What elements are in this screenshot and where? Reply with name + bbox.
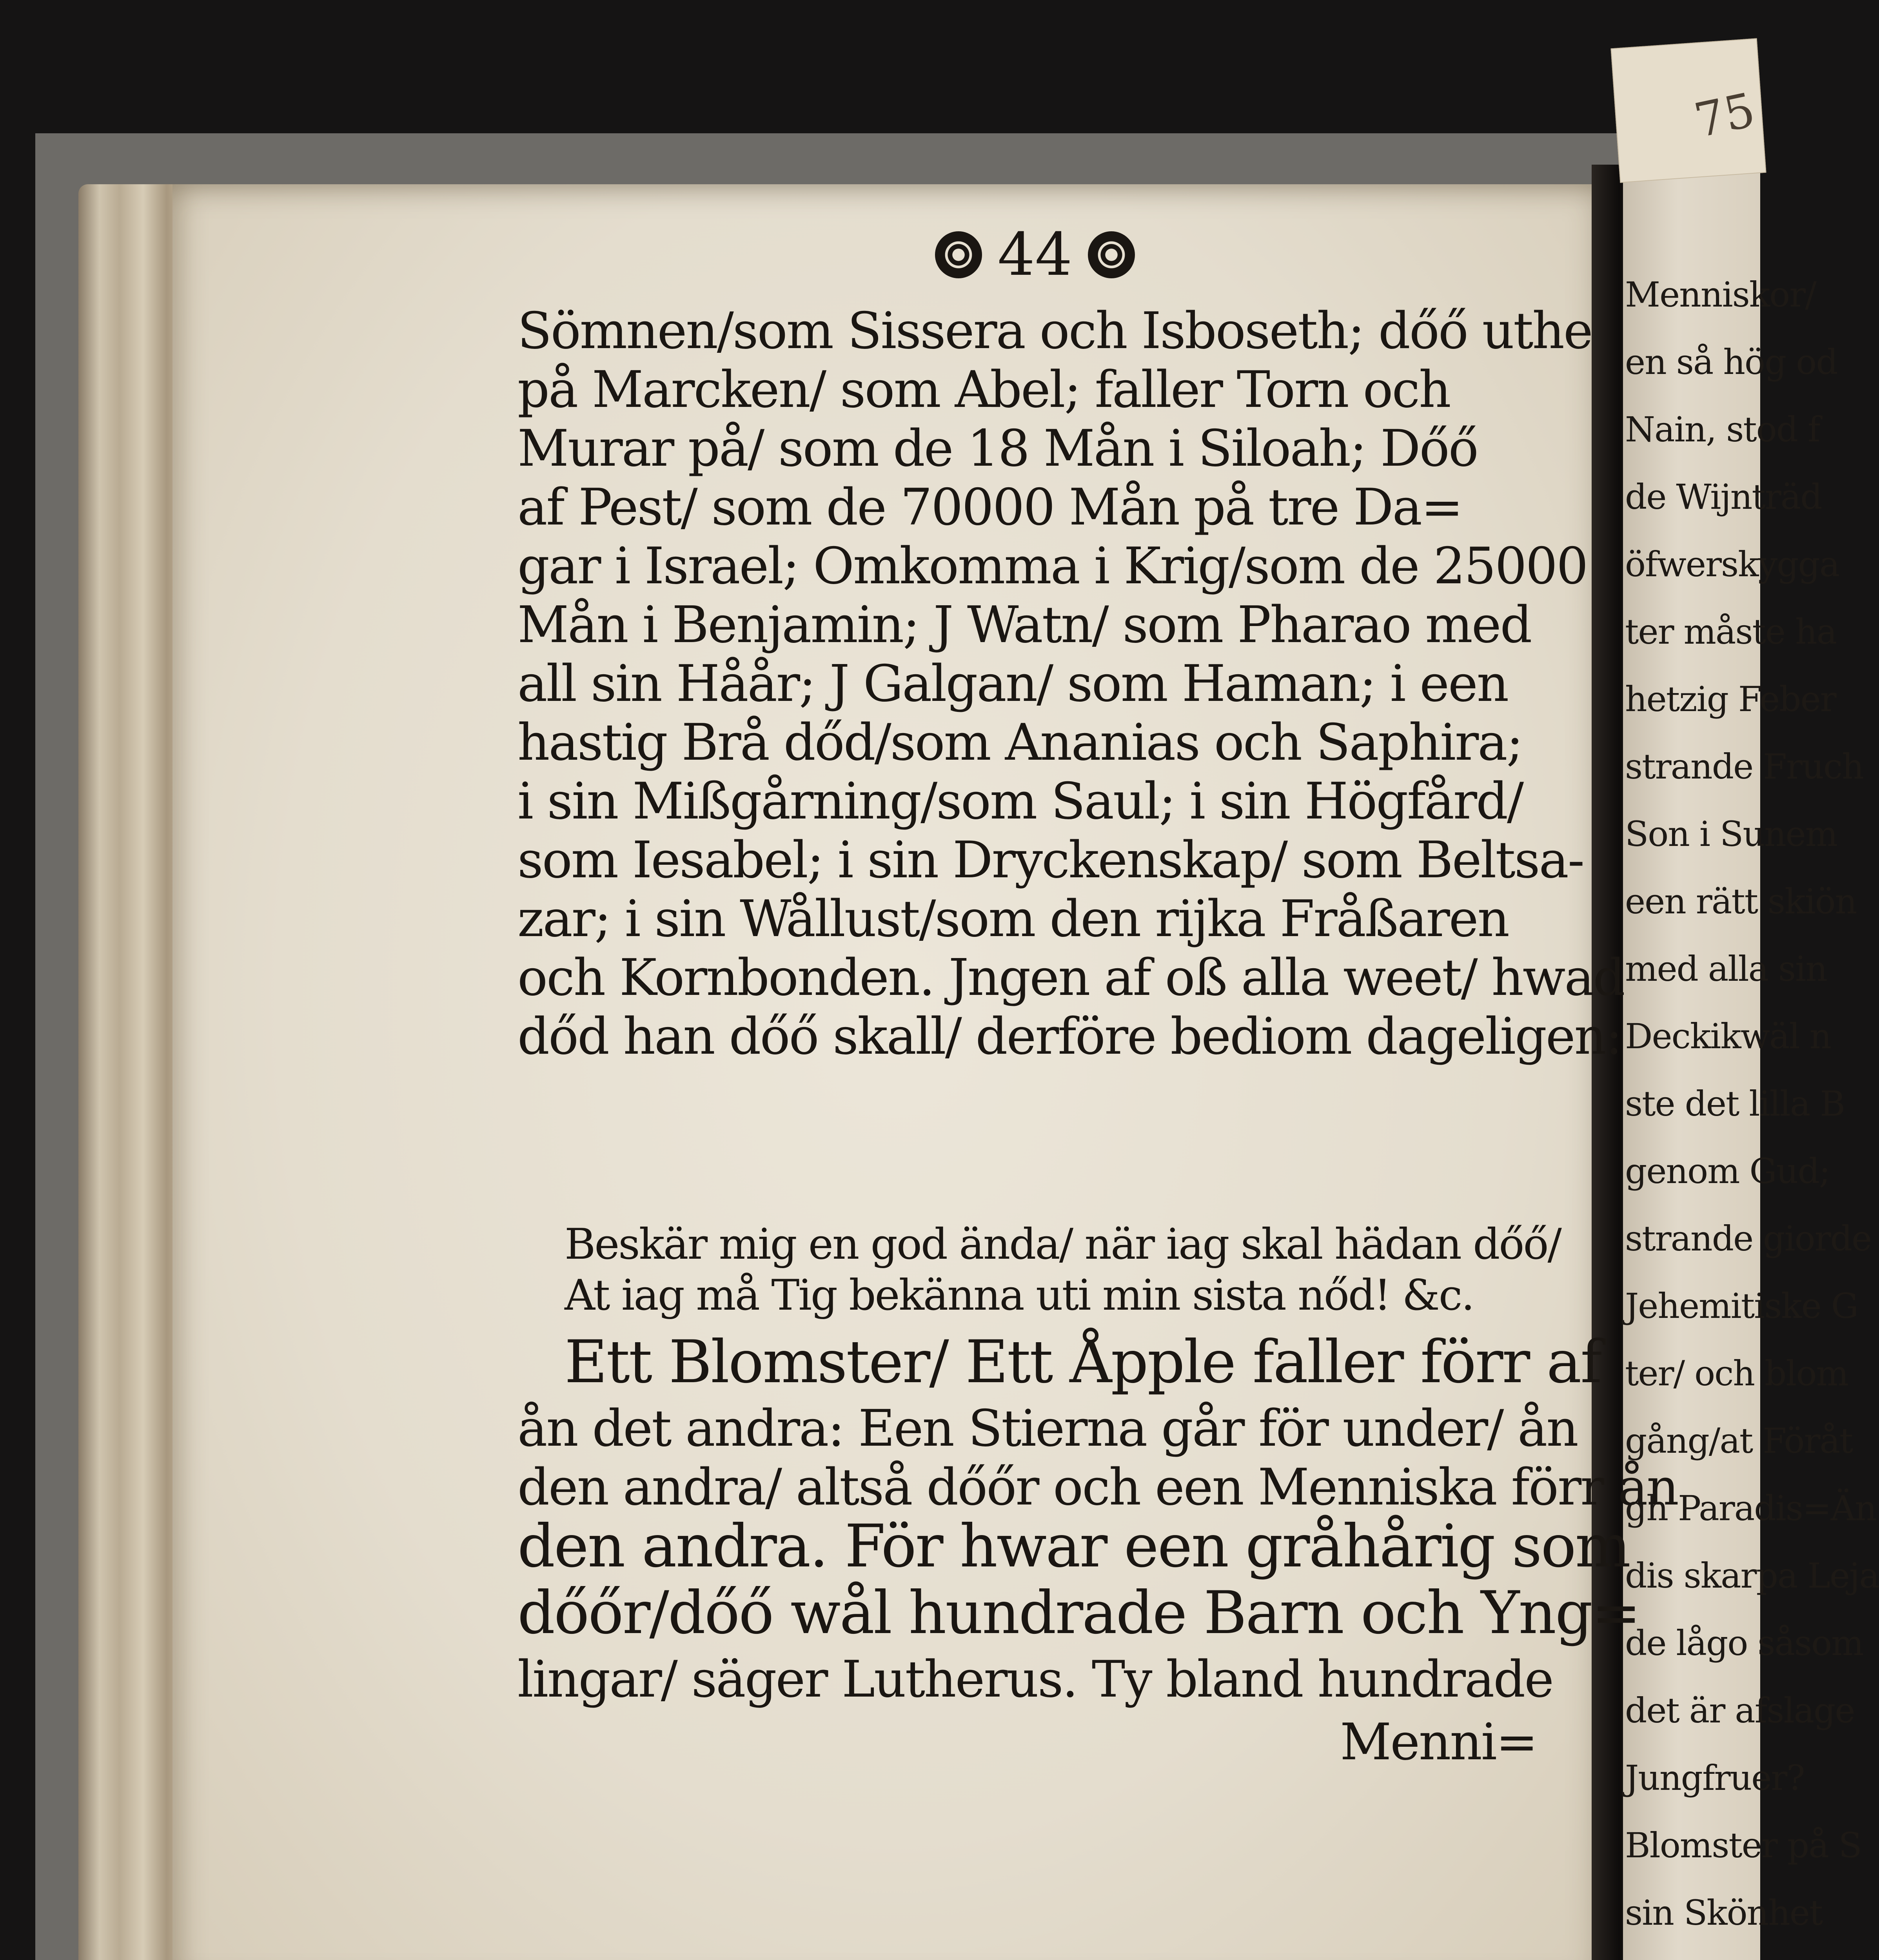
next-page-line: öfwerskygga bbox=[1625, 544, 1839, 584]
next-page-line: ste det lilla B bbox=[1625, 1083, 1845, 1124]
next-page-line: strande Fruch bbox=[1625, 746, 1863, 787]
next-page-line: de lågo såsom bbox=[1625, 1623, 1863, 1663]
next-page-line: hetzig Feber bbox=[1625, 679, 1836, 719]
next-page-line: de Wijnträd bbox=[1625, 477, 1822, 517]
next-page-line: ter måste ha bbox=[1625, 612, 1837, 652]
text-line: dőd han dőő skall/ derföre bediom dageligen: bbox=[517, 1007, 1621, 1066]
text-line: lingar/ säger Lutherus. Ty bland hundrade bbox=[517, 1650, 1553, 1709]
next-page-line: dis skarpa Leja bbox=[1625, 1555, 1879, 1596]
text-line: Ett Blomster/ Ett Åpple faller förr af bbox=[565, 1328, 1601, 1396]
text-line: Mån i Benjamin; J Watn/ som Pharao med bbox=[517, 596, 1531, 654]
text-line: i sin Mißgårning/som Saul; i sin Högfård/ bbox=[517, 772, 1523, 831]
text-line: af Pest/ som de 70000 Mån på tre Da= bbox=[517, 478, 1462, 537]
next-page-line: Jungfruer? bbox=[1625, 1758, 1805, 1798]
next-page-line: gång/at Föråt bbox=[1625, 1421, 1853, 1461]
text-line: Sömnen/som Sissera och Isboseth; dőő uthe bbox=[517, 302, 1592, 360]
text-line: Murar på/ som de 18 Mån i Siloah; Dőő bbox=[517, 419, 1478, 478]
verse-line: At iag må Tig bekänna uti min sista nőd! &c. bbox=[565, 1271, 1474, 1320]
next-page-line: med alla sin bbox=[1625, 949, 1827, 989]
tab-number: 75 bbox=[1690, 83, 1760, 149]
next-page-line: en så hög od bbox=[1625, 342, 1837, 382]
catchword: Menni= bbox=[1340, 1713, 1537, 1771]
text-line: den andra/ altså dőőr och een Menniska förr ån bbox=[517, 1458, 1678, 1517]
page-number: 44 bbox=[997, 221, 1073, 289]
next-page-line: Deckikwäl n bbox=[1625, 1016, 1831, 1056]
next-page-line: Nain, stod f bbox=[1625, 409, 1820, 450]
next-page-line: det är afslage bbox=[1625, 1690, 1855, 1731]
text-line: på Marcken/ som Abel; faller Torn och bbox=[517, 361, 1450, 419]
text-line: den andra. För hwar een gråhårig som bbox=[517, 1512, 1630, 1581]
next-page-line: een rätt skiön bbox=[1625, 881, 1857, 922]
text-line: ån det andra: Een Stierna går för under/ ån bbox=[517, 1399, 1578, 1458]
text-line: och Kornbonden. Jngen af oß alla weet/ hwad bbox=[517, 949, 1624, 1007]
next-page-line: Menniskor/ bbox=[1625, 274, 1816, 315]
text-line: zar; i sin Wållust/som den rijka Fråßaren bbox=[517, 890, 1509, 948]
text-line: dőőr/dőő wål hundrade Barn och Yng= bbox=[517, 1579, 1640, 1647]
text-line: all sin Håår; J Galgan/ som Haman; i een bbox=[517, 655, 1508, 713]
next-page-line: Son i Sunem bbox=[1625, 814, 1837, 854]
next-page-line: Jehemitiske G bbox=[1625, 1286, 1858, 1326]
page-header bbox=[913, 220, 1156, 290]
text-line: hastig Brå dőd/som Ananias och Saphira; bbox=[517, 713, 1522, 772]
next-page-line: strande giorde bbox=[1625, 1218, 1872, 1259]
next-page-line: Blomster på S bbox=[1625, 1825, 1861, 1866]
next-page-line: sin Skönhet bbox=[1625, 1893, 1823, 1933]
text-line: gar i Israel; Omkomma i Krig/som de 25000 bbox=[517, 537, 1587, 595]
next-page-line: genom Gud; bbox=[1625, 1151, 1830, 1191]
next-page-line: ter/ och blom bbox=[1625, 1353, 1848, 1394]
next-page-line: gh Paradis=Än bbox=[1625, 1488, 1876, 1528]
paper-tab bbox=[1610, 38, 1766, 183]
verse-line: Beskär mig en god ända/ när iag skal hädan dőő/ bbox=[565, 1220, 1561, 1269]
rosette-ornament-icon bbox=[935, 231, 982, 278]
text-line: som Iesabel; i sin Dryckenskap/ som Beltsa- bbox=[517, 831, 1584, 889]
rosette-ornament-icon bbox=[1088, 231, 1135, 278]
